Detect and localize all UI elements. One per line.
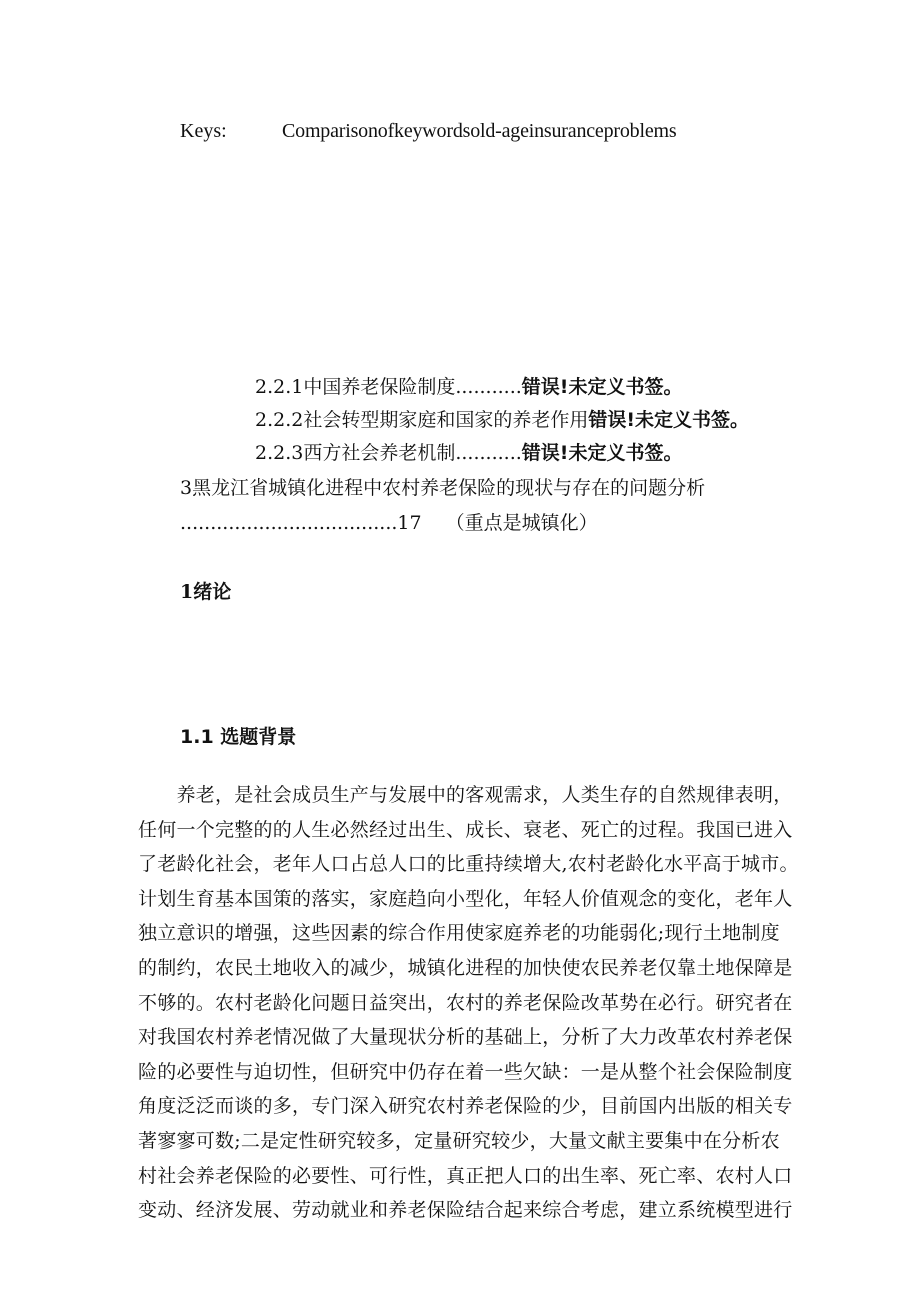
paragraph-line: 著寥寥可数;二是定性研究较多，定量研究较少，大量文献主要集中在分析农 bbox=[138, 1129, 780, 1152]
toc-error-text: 错误!未定义书签。 bbox=[588, 409, 750, 431]
paragraph-line: 独立意识的增强，这些因素的综合作用使家庭养老的功能弱化;现行土地制度 bbox=[138, 922, 780, 945]
toc-entry-2-2-1[interactable] bbox=[255, 372, 682, 399]
paragraph-line: 对我国农村养老情况做了大量现状分析的基础上，分析了大力改革农村养老保 bbox=[138, 1026, 793, 1049]
paragraph-line: 不够的。农村老龄化问题日益突出，农村的养老保险改革势在必行。研究者在 bbox=[138, 991, 793, 1014]
toc-entry-2-2-2[interactable] bbox=[255, 405, 749, 432]
paragraph-line: 了老龄化社会，老年人口占总人口的比重持续增大,农村老龄化水平高于城市。 bbox=[138, 853, 799, 876]
toc-entry-chapter-3-leader bbox=[180, 508, 598, 535]
paragraph-line: 险的必要性与迫切性，但研究中仍存在着一些欠缺：一是从整个社会保险制度 bbox=[138, 1060, 793, 1083]
paragraph-line: 的制约，农民土地收入的减少，城镇化进程的加快使农民养老仅靠土地保障是 bbox=[138, 956, 793, 979]
toc-entry-chapter-3-title[interactable]: 3黑龙江省城镇化进程中农村养老保险的现状与存在的问题分析 bbox=[180, 477, 706, 499]
section-heading: 1.1 选题背景 bbox=[180, 726, 297, 748]
toc-note: （重点是城镇化） bbox=[445, 512, 598, 534]
paragraph-line: 村社会养老保险的必要性、可行性，真正把人口的出生率、死亡率、农村人口 bbox=[138, 1164, 793, 1187]
body-paragraph bbox=[138, 778, 818, 1228]
keys-label: Keys: bbox=[180, 120, 227, 142]
paragraph-line: 计划生育基本国策的落实，家庭趋向小型化，年轻人价值观念的变化，老年人 bbox=[138, 887, 793, 910]
toc-leader-dots: ....................................17 bbox=[180, 512, 422, 534]
chapter-heading: 1绪论 bbox=[180, 581, 232, 603]
toc-entry-text: 2.2.3西方社会养老机制........... bbox=[255, 442, 522, 464]
toc-entry-2-2-3[interactable] bbox=[255, 438, 682, 465]
toc-error-text: 错误!未定义书签。 bbox=[521, 442, 683, 464]
toc-error-text: 错误!未定义书签。 bbox=[521, 376, 683, 398]
paragraph-line: 养老，是社会成员生产与发展中的客观需求，人类生存的自然规律表明， bbox=[138, 784, 793, 806]
paragraph-line: 变动、经济发展、劳动就业和养老保险结合起来综合考虑，建立系统模型进行 bbox=[138, 1199, 793, 1222]
toc-entry-text: 2.2.1中国养老保险制度........... bbox=[255, 376, 522, 398]
paragraph-line: 角度泛泛而谈的多，专门深入研究农村养老保险的少，目前国内出版的相关专 bbox=[138, 1095, 793, 1118]
keys-value: Comparisonofkeywordsold-ageinsuranceproblems bbox=[282, 120, 677, 142]
paragraph-line: 任何一个完整的的人生必然经过出生、成长、衰老、死亡的过程。我国已进入 bbox=[138, 818, 793, 841]
toc-entry-text: 2.2.2社会转型期家庭和国家的养老作用 bbox=[255, 409, 589, 431]
